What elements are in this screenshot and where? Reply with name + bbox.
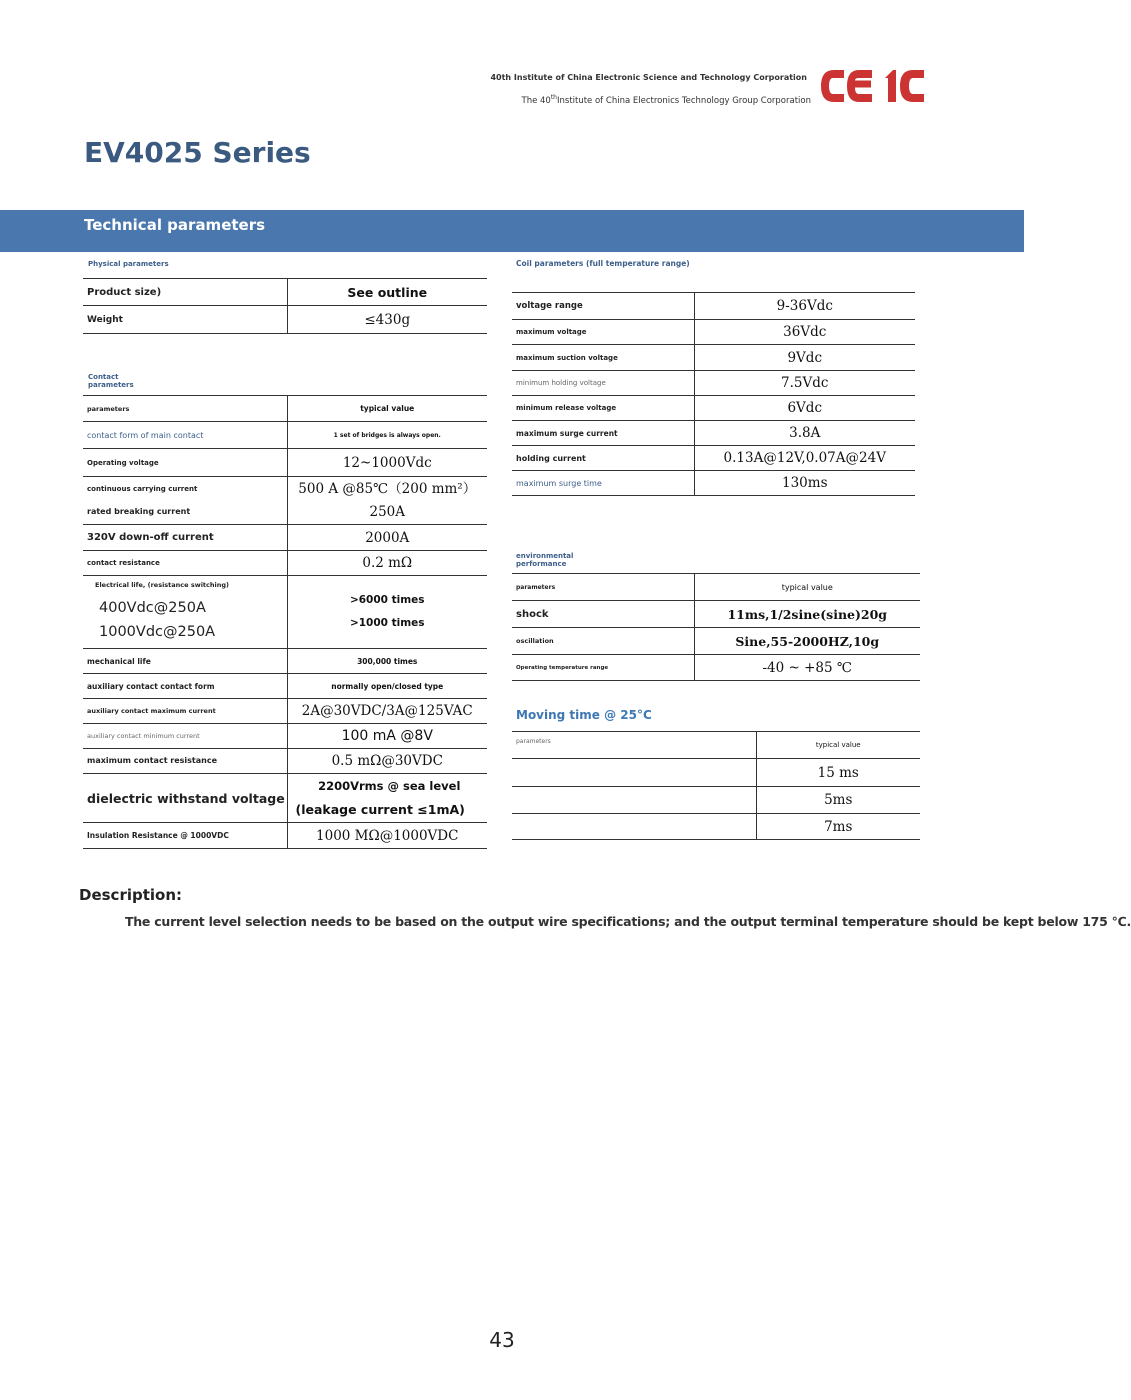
param-value: 3.8A	[694, 421, 915, 446]
param-label: maximum voltage	[512, 320, 694, 345]
physical-parameters-label: Physical parameters	[88, 260, 169, 268]
param-label: shock	[512, 601, 694, 628]
param-value: 500 A @85℃（200 mm²）	[298, 480, 477, 497]
param-value: 12~1000Vdc	[287, 449, 487, 477]
param-label: dielectric withstand voltage	[83, 774, 287, 823]
description-text: The current level selection needs to be based on the output wire specifications; and the output terminal temperature should be kept below 175 ℃.	[125, 914, 1131, 929]
table-row	[83, 823, 487, 849]
coil-parameters-table	[512, 292, 915, 496]
table-row	[83, 449, 487, 477]
table-header-row	[512, 732, 920, 759]
param-value: 11ms,1/2sine(sine)20g	[694, 601, 920, 628]
param-label: auxiliary contact contact form	[83, 674, 287, 699]
param-value: 5ms	[756, 787, 920, 814]
column-header-parameters: parameters	[512, 732, 756, 759]
param-label: minimum release voltage	[512, 396, 694, 421]
cetc-logo	[820, 66, 926, 106]
rating-label: 1000Vdc@250A	[99, 624, 216, 640]
table-row	[512, 655, 920, 681]
param-label: Product size)	[83, 279, 287, 306]
table-row	[83, 477, 487, 525]
moving-time-title: Moving time @ 25°C	[516, 708, 652, 722]
table-row	[83, 699, 487, 724]
param-label: auxiliary contact minimum current	[83, 724, 287, 749]
param-value: ≤430g	[287, 306, 487, 334]
table-row	[512, 628, 920, 655]
table-header-row	[83, 396, 487, 422]
table-row	[512, 759, 920, 787]
environmental-performance-label: environmental performance	[516, 552, 574, 568]
param-label: rated breaking current	[87, 507, 191, 516]
param-label: minimum holding voltage	[512, 371, 694, 396]
table-row	[83, 279, 487, 306]
param-label: contact form of main contact	[83, 422, 287, 449]
param-value: 1000 MΩ@1000VDC	[287, 823, 487, 849]
table-row	[512, 293, 915, 320]
param-value: 15 ms	[756, 759, 920, 787]
section-title: Technical parameters	[84, 216, 266, 234]
table-row	[83, 525, 487, 551]
param-value: 36Vdc	[694, 320, 915, 345]
param-value: 300,000 times	[287, 649, 487, 674]
param-label: contact resistance	[83, 551, 287, 576]
param-value: 1 set of bridges is always open.	[287, 422, 487, 449]
table-header-row	[512, 574, 920, 601]
param-label: Insulation Resistance @ 1000VDC	[83, 823, 287, 849]
param-value: See outline	[287, 279, 487, 306]
contact-parameters-table	[83, 395, 487, 849]
param-label: voltage range	[512, 293, 694, 320]
org-name-line2: The 40thInstitute of China Electronics Technology Group Corporation	[521, 94, 811, 106]
moving-time-table	[512, 731, 920, 840]
param-label-blank	[512, 759, 756, 787]
page-title: EV4025 Series	[84, 136, 311, 169]
column-header-parameters: parameters	[83, 396, 287, 422]
column-header-typical-value: typical value	[287, 396, 487, 422]
param-label: auxiliary contact maximum current	[83, 699, 287, 724]
table-row	[83, 749, 487, 774]
param-value: normally open/closed type	[287, 674, 487, 699]
column-header-typical-value: typical value	[756, 732, 920, 759]
table-row	[512, 345, 915, 371]
param-value: 100 mA @8V	[287, 724, 487, 749]
param-label: Operating temperature range	[512, 655, 694, 681]
param-value: (leakage current ≤1mA)	[295, 802, 465, 817]
rating-label: 400Vdc@250A	[99, 600, 206, 616]
param-label: maximum contact resistance	[83, 749, 287, 774]
param-value: 130ms	[694, 471, 915, 496]
param-value: 2200Vrms @ sea level	[318, 779, 461, 793]
param-value: 0.5 mΩ@30VDC	[287, 749, 487, 774]
param-label: Operating voltage	[83, 449, 287, 477]
param-label: continuous carrying current	[87, 485, 198, 493]
param-label-group	[83, 477, 287, 525]
param-value: 2000A	[287, 525, 487, 551]
column-header-parameters: parameters	[512, 574, 694, 601]
param-value-group	[287, 477, 487, 525]
param-value: >1000 times	[349, 617, 425, 629]
table-row	[512, 601, 920, 628]
param-label: 320V down-off current	[83, 525, 287, 551]
table-row	[83, 551, 487, 576]
table-row	[83, 649, 487, 674]
param-label-blank	[512, 787, 756, 814]
physical-parameters-table	[83, 278, 487, 334]
environmental-table	[512, 573, 920, 681]
table-row	[512, 446, 915, 471]
table-row	[83, 576, 487, 649]
param-label: maximum surge time	[512, 471, 694, 496]
param-value: Sine,55-2000HZ,10g	[694, 628, 920, 655]
table-row	[83, 724, 487, 749]
param-label: mechanical life	[83, 649, 287, 674]
param-value: 0.2 mΩ	[287, 551, 487, 576]
description-title: Description:	[79, 886, 183, 904]
param-value: 0.13A@12V,0.07A@24V	[694, 446, 915, 471]
param-value: 250A	[369, 503, 406, 520]
param-value: 7ms	[756, 814, 920, 840]
table-row	[512, 421, 915, 446]
electrical-life-cell	[83, 576, 287, 649]
param-value: 7.5Vdc	[694, 371, 915, 396]
param-value: -40 ~ +85 ℃	[694, 655, 920, 681]
table-row	[512, 320, 915, 345]
param-value: 6Vdc	[694, 396, 915, 421]
table-row	[512, 814, 920, 840]
table-row	[83, 306, 487, 334]
param-value: >6000 times	[349, 594, 425, 606]
param-label: maximum surge current	[512, 421, 694, 446]
org-name-line1: 40th Institute of China Electronic Science and Technology Corporation	[490, 73, 807, 82]
page-number: 43	[489, 1328, 515, 1352]
param-label-blank	[512, 814, 756, 840]
param-label: maximum suction voltage	[512, 345, 694, 371]
contact-parameters-label: Contact parameters	[88, 373, 134, 389]
table-row	[512, 396, 915, 421]
coil-parameters-label: Coil parameters (full temperature range)	[516, 259, 690, 268]
table-row	[512, 371, 915, 396]
param-label: Electrical life, (resistance switching)	[95, 581, 229, 589]
dielectric-values	[287, 774, 487, 823]
table-row	[512, 787, 920, 814]
table-row	[83, 674, 487, 699]
param-label: Weight	[83, 306, 287, 334]
table-row	[83, 422, 487, 449]
column-header-typical-value: typical value	[694, 574, 920, 601]
table-row	[512, 471, 915, 496]
table-row	[83, 774, 487, 823]
param-label: oscillation	[512, 628, 694, 655]
param-label: holding current	[512, 446, 694, 471]
electrical-life-values	[287, 576, 487, 649]
param-value: 9-36Vdc	[694, 293, 915, 320]
param-value: 9Vdc	[694, 345, 915, 371]
param-value: 2A@30VDC/3A@125VAC	[287, 699, 487, 724]
